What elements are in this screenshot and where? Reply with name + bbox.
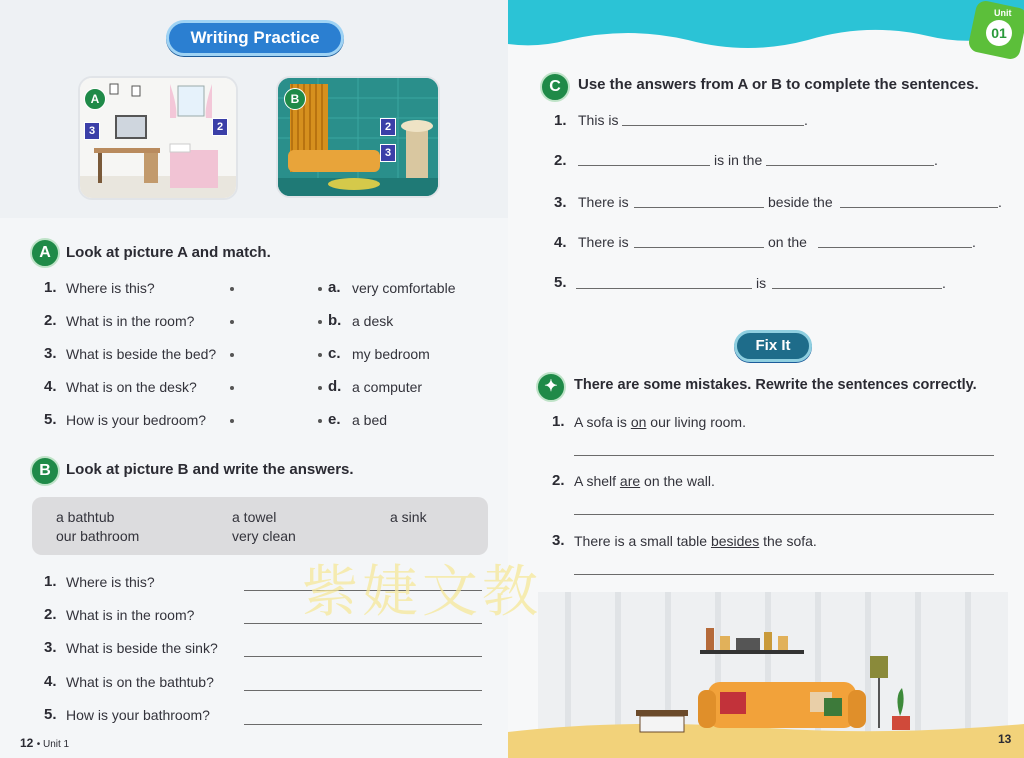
b-q3-number: 3. bbox=[44, 639, 57, 656]
fix-it-star-badge: ✦ bbox=[536, 372, 566, 402]
c-2-blank-1[interactable] bbox=[578, 165, 710, 166]
word-sink: a sink bbox=[390, 509, 427, 525]
watermark-text: 紫婕文教 bbox=[302, 560, 542, 625]
section-c-title: Use the answers from A or B to complete the sentences. bbox=[578, 76, 979, 93]
match-dot-left-1[interactable] bbox=[230, 287, 234, 291]
a-ans-b-letter: b. bbox=[328, 312, 342, 329]
c-5-blank-1[interactable] bbox=[576, 288, 752, 289]
a-q1-number: 1. bbox=[44, 279, 57, 296]
c-5-blank-2[interactable] bbox=[772, 288, 942, 289]
a-q2-number: 2. bbox=[44, 312, 57, 329]
a-q1-text: Where is this? bbox=[66, 280, 155, 296]
b-q4-text: What is on the bathtub? bbox=[66, 674, 214, 690]
a-q4-number: 4. bbox=[44, 378, 57, 395]
c-4-period: . bbox=[972, 234, 976, 250]
c-5-number: 5. bbox=[554, 274, 567, 291]
b-q5-text: How is your bathroom? bbox=[66, 707, 210, 723]
word-bank bbox=[32, 497, 488, 555]
fix-3-error: besides bbox=[710, 533, 760, 549]
living-room-illustration bbox=[508, 592, 1024, 758]
section-b-title: Look at picture B and write the answers. bbox=[66, 461, 354, 478]
fix-it-instruction: There are some mistakes. Rewrite the sentences correctly. bbox=[574, 377, 977, 393]
c-3-period: . bbox=[998, 194, 1002, 210]
word-our-bathroom: our bathroom bbox=[56, 528, 140, 544]
fix-1-number: 1. bbox=[552, 413, 565, 430]
b-q3-text: What is beside the sink? bbox=[66, 640, 218, 656]
c-3-number: 3. bbox=[554, 194, 567, 211]
unit-number: 01 bbox=[986, 20, 1012, 46]
c-4-number: 4. bbox=[554, 234, 567, 251]
fix-1-before: A sofa is bbox=[574, 414, 631, 430]
c-1-text-1: This is bbox=[578, 112, 619, 128]
b-q5-number: 5. bbox=[44, 706, 57, 723]
picture-b-tag-3: 3 bbox=[380, 144, 396, 162]
a-ans-c-text: my bedroom bbox=[352, 346, 430, 362]
fix-2-number: 2. bbox=[552, 472, 565, 489]
c-5-text-2: is bbox=[756, 275, 767, 291]
right-page-number: 13 bbox=[998, 732, 1012, 746]
a-ans-e-text: a bed bbox=[352, 412, 388, 428]
fix-1-answer-line[interactable] bbox=[574, 455, 994, 456]
fix-3-sentence bbox=[574, 533, 817, 549]
c-4-blank-2[interactable] bbox=[818, 247, 972, 248]
a-ans-d-letter: d. bbox=[328, 378, 342, 395]
unit-label: • Unit 1 bbox=[36, 739, 70, 750]
c-2-blank-2[interactable] bbox=[766, 165, 934, 166]
c-3-text-1: There is bbox=[578, 194, 629, 210]
c-1-period: . bbox=[804, 112, 808, 128]
c-4-text-1: There is bbox=[578, 234, 629, 250]
b-q1-number: 1. bbox=[44, 573, 57, 590]
c-3-blank-2[interactable] bbox=[840, 207, 998, 208]
match-dot-left-4[interactable] bbox=[230, 386, 234, 390]
a-ans-e-letter: e. bbox=[328, 411, 341, 428]
word-towel: a towel bbox=[232, 509, 277, 525]
fix-3-number: 3. bbox=[552, 532, 565, 549]
c-5-period: . bbox=[942, 275, 946, 291]
section-c-badge: C bbox=[540, 72, 570, 102]
fix-1-sentence bbox=[574, 414, 746, 430]
c-4-text-2: on the bbox=[768, 234, 807, 250]
c-2-number: 2. bbox=[554, 152, 567, 169]
match-dot-right-a[interactable] bbox=[318, 287, 322, 291]
fix-2-answer-line[interactable] bbox=[574, 514, 994, 515]
match-dot-left-5[interactable] bbox=[230, 419, 234, 423]
word-bathtub: a bathtub bbox=[56, 509, 115, 525]
picture-a-tag-2: 2 bbox=[212, 118, 228, 136]
fix-3-after: the sofa. bbox=[759, 533, 817, 549]
fix-it-pill: Fix It bbox=[734, 330, 812, 362]
fix-2-error: are bbox=[619, 473, 641, 489]
a-q4-text: What is on the desk? bbox=[66, 379, 197, 395]
top-wave-banner bbox=[508, 0, 1024, 70]
b-q3-answer-line[interactable] bbox=[244, 656, 482, 657]
right-page bbox=[508, 0, 1024, 758]
a-q3-number: 3. bbox=[44, 345, 57, 362]
c-2-period: . bbox=[934, 152, 938, 168]
page-title-pill: Writing Practice bbox=[166, 20, 344, 56]
a-q2-text: What is in the room? bbox=[66, 313, 195, 329]
c-1-number: 1. bbox=[554, 112, 567, 129]
match-dot-right-c[interactable] bbox=[318, 353, 322, 357]
picture-a-badge: A bbox=[84, 88, 106, 110]
a-q5-text: How is your bedroom? bbox=[66, 412, 207, 428]
picture-b-badge: B bbox=[284, 88, 306, 110]
left-page bbox=[0, 0, 508, 758]
a-ans-b-text: a desk bbox=[352, 313, 394, 329]
left-page-number: 12 bbox=[20, 736, 34, 750]
fix-1-error: on bbox=[630, 414, 647, 430]
fix-2-before: A shelf bbox=[574, 473, 620, 489]
section-a-badge: A bbox=[30, 238, 60, 268]
section-b-badge: B bbox=[30, 456, 60, 486]
match-dot-left-2[interactable] bbox=[230, 320, 234, 324]
unit-label-text: Unit bbox=[994, 8, 1012, 18]
picture-a-tag-3: 3 bbox=[84, 122, 100, 140]
b-q5-answer-line[interactable] bbox=[244, 724, 482, 725]
c-2-text-2: is in the bbox=[714, 152, 763, 168]
match-dot-left-3[interactable] bbox=[230, 353, 234, 357]
word-very-clean: very clean bbox=[232, 528, 296, 544]
fix-3-before: There is a small table bbox=[574, 533, 711, 549]
a-ans-c-letter: c. bbox=[328, 345, 341, 362]
c-3-blank-1[interactable] bbox=[634, 207, 764, 208]
a-q5-number: 5. bbox=[44, 411, 57, 428]
match-dot-right-b[interactable] bbox=[318, 320, 322, 324]
a-ans-a-text: very comfortable bbox=[352, 280, 456, 296]
b-q2-number: 2. bbox=[44, 606, 57, 623]
fix-1-after: our living room. bbox=[646, 414, 746, 430]
picture-b-tag-2: 2 bbox=[380, 118, 396, 136]
match-dot-right-d[interactable] bbox=[318, 386, 322, 390]
fix-2-after: on the wall. bbox=[640, 473, 715, 489]
b-q4-number: 4. bbox=[44, 673, 57, 690]
a-ans-d-text: a computer bbox=[352, 379, 423, 395]
a-ans-a-letter: a. bbox=[328, 279, 341, 296]
b-q2-text: What is in the room? bbox=[66, 607, 195, 623]
section-a-title: Look at picture A and match. bbox=[66, 244, 271, 261]
match-dot-right-e[interactable] bbox=[318, 419, 322, 423]
fix-2-sentence bbox=[574, 473, 715, 489]
fix-3-answer-line[interactable] bbox=[574, 574, 994, 575]
c-1-blank[interactable] bbox=[622, 125, 804, 126]
b-q1-text: Where is this? bbox=[66, 574, 155, 590]
b-q4-answer-line[interactable] bbox=[244, 690, 482, 691]
left-footer bbox=[20, 736, 69, 750]
c-3-text-2: beside the bbox=[768, 194, 833, 210]
a-q3-text: What is beside the bed? bbox=[66, 346, 217, 362]
c-4-blank-1[interactable] bbox=[634, 247, 764, 248]
